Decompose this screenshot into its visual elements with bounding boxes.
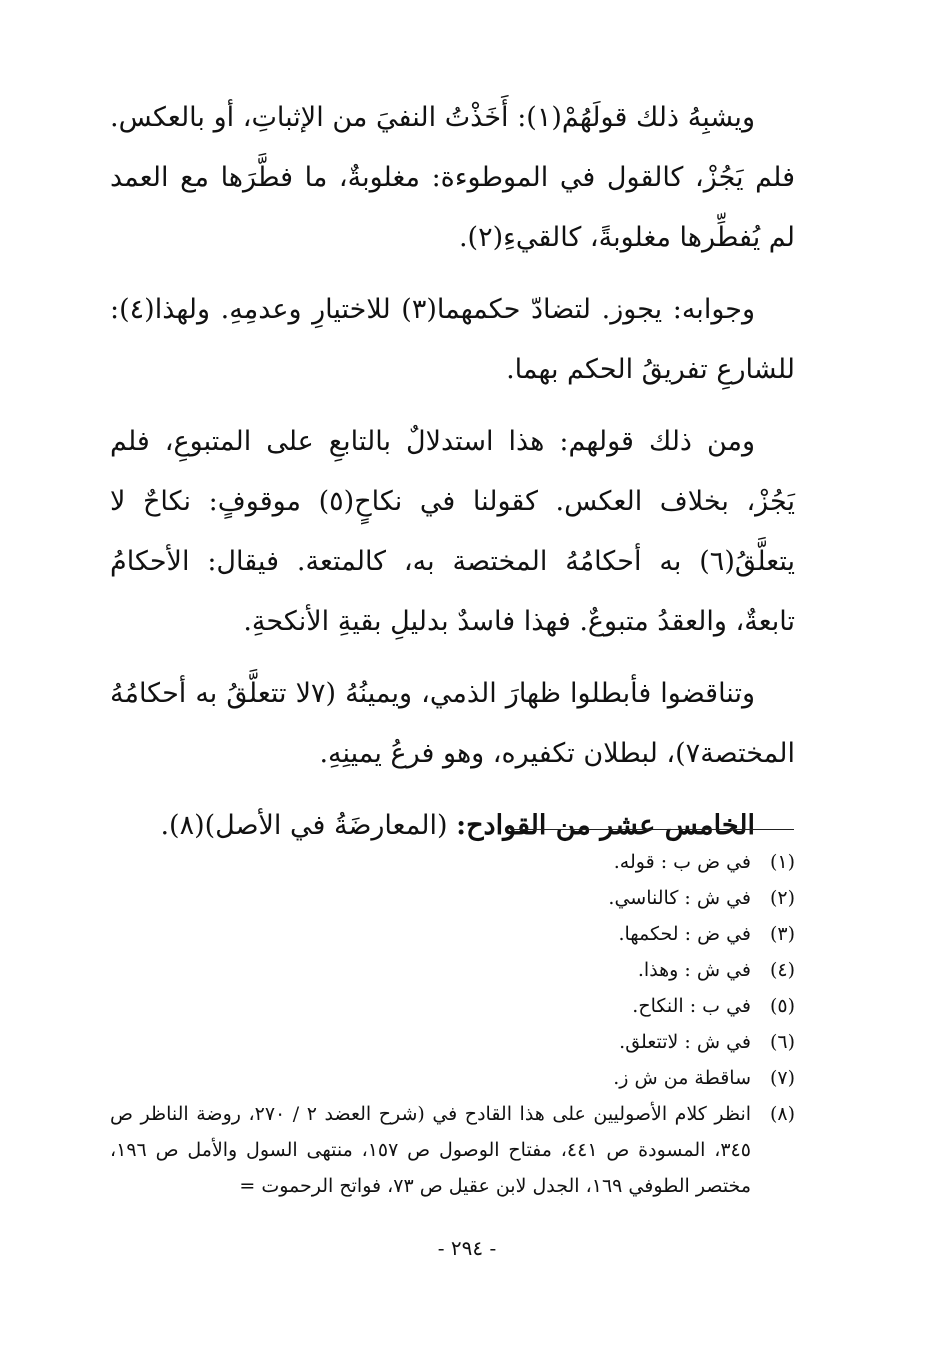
paragraph: وتناقضوا فأبطلوا ظهارَ الذمي، ويمينُهُ (٧لا تتعلَّقُ به أحكامُهُ المختصة٧)، لبطلان تكفيره، وهو فرعُ يمينِهِ.: [110, 678, 795, 769]
footnote-text: في ش : كالناسي.: [608, 887, 751, 909]
footnote: [110, 1096, 795, 1204]
paragraph: وجوابه: يجوز. لتضادّ حكمهما(٣) للاختيارِ وعدمِهِ. ولهذا(٤): للشارعِ تفريقُ الحكم بهما.: [110, 294, 795, 385]
footnote-number: (١): [769, 851, 795, 873]
footnote-number: (٤): [769, 959, 795, 981]
footnote: [110, 844, 795, 880]
footnote-number: (٧): [769, 1067, 795, 1089]
footnote-number: (٦): [769, 1031, 795, 1053]
footnote-number: (٣): [769, 923, 795, 945]
footnote-number: (٨): [769, 1103, 795, 1125]
footnote-text: ساقطة من ش ز.: [613, 1067, 751, 1089]
footnote-number: (٢): [769, 887, 795, 909]
footnote: [110, 1024, 795, 1060]
footnote-separator: [510, 829, 794, 830]
page-number: - ٢٩٤ -: [437, 1236, 497, 1260]
section-heading-title: الخامس عشر من القوادح:: [456, 810, 755, 841]
footnote-text: في ض : لحكمها.: [618, 923, 751, 945]
footnote: [110, 916, 795, 952]
footnote: [110, 952, 795, 988]
footnote: [110, 1060, 795, 1096]
footnote-text: في ش : وهذا.: [637, 959, 751, 981]
footnote-text: في ض ب : قوله.: [613, 851, 751, 873]
footnote-text: انظر كلام الأصوليين على هذا القادح في (شرح العضد ٢ / ٢٧٠، روضة الناظر ص ٣٤٥، المسودة ص ٤٤١، مفتاح الوصول ص ١٥٧، منتهى السول والأمل ص ١٩٦، مختصر الطوفي ١٦٩، الجدل لابن عقيل ص ٧٣، فواتح الرحموت =: [110, 1103, 752, 1197]
footnote-text: في ش : لاتتعلق.: [619, 1031, 751, 1053]
paragraph: ويشبِهُ ذلك قولَهُمْ(١): أَخَذْتُ النفيَ من الإثباتِ، أو بالعكس. فلم يَجُزْ، كالقول في الموطوءة: مغلوبةٌ، ما فطَّرَها مع العمد لم يُفطِّرها مغلوبةً، كالقيءِ(٢).: [110, 102, 795, 253]
footnote-number: (٥): [769, 995, 795, 1017]
footnote-text: في ب : النكاح.: [632, 995, 751, 1017]
section-heading-topic: (المعارضَةُ في الأصل)(٨).: [160, 810, 457, 841]
footnote: [110, 880, 795, 916]
footnote: [110, 988, 795, 1024]
footnotes-block: [110, 844, 795, 1204]
paragraph: ومن ذلك قولهم: هذا استدلالٌ بالتابعِ على المتبوعِ، فلم يَجُزْ، بخلاف العكس. كقولنا في نكاحٍ(٥) موقوفٍ: نكاحٌ لا يتعلَّقُ(٦) به أحكامُهُ المختصة به، كالمتعة. فيقال: الأحكامُ تابعةٌ، والعقدُ متبوعٌ. فهذا فاسدٌ بدليلِ بقيةِ الأنكحةِ.: [110, 426, 795, 637]
main-text-block: [110, 88, 795, 868]
